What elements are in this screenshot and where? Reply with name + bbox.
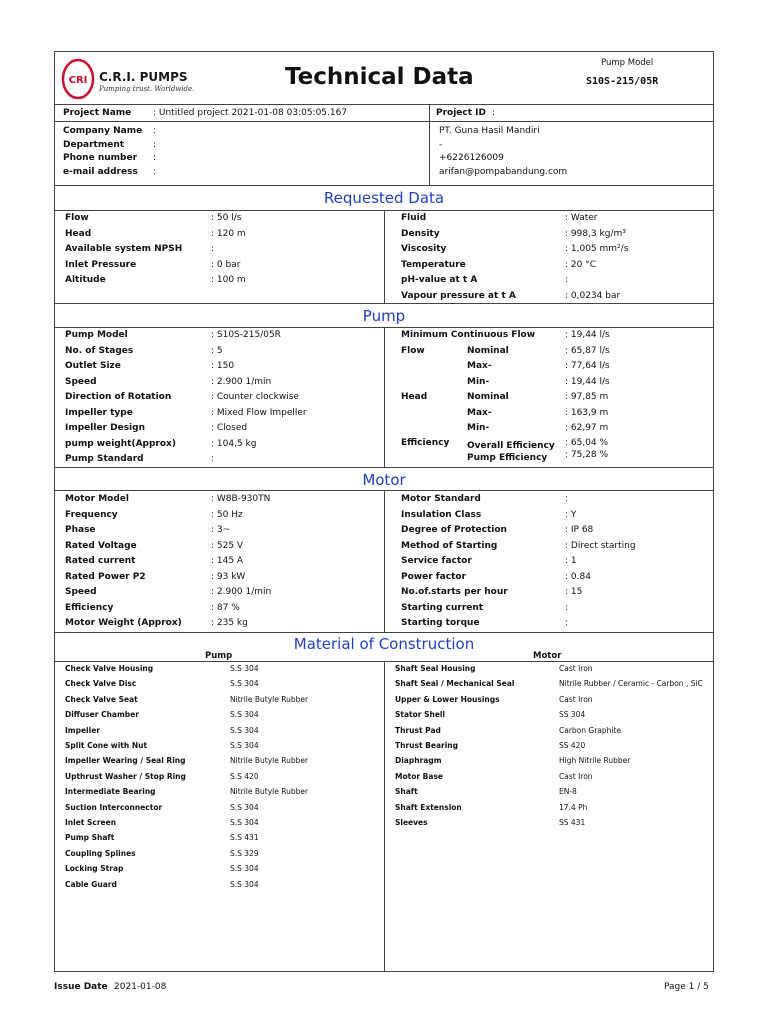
motor-value: : 3~: [211, 525, 231, 535]
requested-value: :: [565, 275, 569, 285]
head-value: : 163,9 m: [565, 407, 609, 418]
motor-label: Starting torque: [401, 618, 480, 628]
pump-value: : Closed: [211, 423, 248, 433]
contact-label: Department: [63, 139, 125, 150]
material-pump-value: Nitrile Butyle Rubber: [230, 787, 309, 797]
material-pump-value: S.S 420: [230, 771, 259, 781]
material-motor-value: Nitrile Rubber / Ceramic - Carbon , SiC: [559, 679, 703, 689]
project-name-value: : Untitled project 2021-01-08 03:05:05.167: [153, 108, 348, 118]
flow-sub-label: Nominal: [467, 345, 509, 356]
requested-value: : 0,0234 bar: [565, 290, 621, 301]
requested-label: Temperature: [401, 259, 466, 270]
pump-model-label: Pump Model: [601, 58, 654, 68]
motor-value: :: [565, 618, 569, 628]
head-sub-label: Min-: [467, 423, 490, 433]
material-section-title: Material of Construction: [293, 635, 475, 653]
pump-value: : 5: [211, 345, 223, 356]
issue-date-label: Issue Date: [54, 982, 108, 992]
cri-logo-icon: [61, 58, 95, 100]
requested-value: : 998,3 kg/m³: [565, 228, 626, 239]
material-pump-value: S.S 304: [230, 664, 259, 673]
pump-section-title: Pump: [362, 307, 406, 325]
material-pump-value: S.S 304: [230, 879, 259, 889]
material-motor-value: 17.4 Ph: [559, 802, 588, 812]
flow-group-label: Flow: [401, 345, 425, 356]
material-motor-value: SS 304: [559, 710, 586, 720]
page-number: Page 1 / 5: [664, 982, 709, 992]
motor-label: Phase: [65, 525, 96, 535]
efficiency-value: : 75,28 %: [565, 449, 609, 460]
requested-label: Flow: [65, 213, 89, 223]
motor-label: Motor Standard: [401, 494, 481, 504]
pump-value: : Mixed Flow Impeller: [211, 407, 307, 418]
material-pump-value: Nitrile Butyle Rubber: [230, 694, 309, 704]
motor-label: Starting current: [401, 602, 484, 613]
requested-label: Viscosity: [401, 244, 447, 254]
flow-value: : 65,87 l/s: [565, 345, 610, 356]
flow-sub-label: Max-: [467, 361, 492, 371]
material-pump-part: Inlet Screen: [65, 818, 117, 827]
material-pump-part: Impeller Wearing / Seal Ring: [65, 756, 186, 766]
requested-label: Vapour pressure at t A: [401, 290, 516, 301]
motor-label: Degree of Protection: [401, 525, 507, 535]
contact-colon: :: [153, 153, 157, 163]
motor-label: Frequency: [65, 509, 118, 520]
motor-value: : Y: [565, 509, 577, 520]
material-pump-part: Check Valve Housing: [65, 664, 154, 673]
motor-value: : 1: [565, 556, 577, 566]
head-value: : 62,97 m: [565, 423, 609, 433]
contact-colon: :: [153, 126, 157, 136]
requested-value: : 1,005 mm²/s: [565, 244, 629, 254]
material-pump-value: S.S 304: [230, 802, 259, 812]
material-pump-part: Check Valve Disc: [65, 679, 137, 689]
pump-label: Outlet Size: [65, 361, 121, 371]
motor-value: : 15: [565, 587, 583, 597]
contact-colon: :: [153, 139, 157, 150]
project-id-label: Project ID: [436, 108, 486, 118]
project-id-value: :: [492, 108, 496, 118]
motor-label: Power factor: [401, 571, 467, 582]
pump-value: : 2.900 1/min: [211, 376, 272, 387]
efficiency-value: : 65,04 %: [565, 438, 609, 448]
motor-label: Rated Power P2: [65, 571, 146, 582]
motor-value: : 87 %: [211, 602, 240, 613]
motor-label: Insulation Class: [401, 509, 482, 520]
material-pump-part: Suction Interconnector: [65, 802, 163, 812]
requested-value: : 0 bar: [211, 259, 241, 270]
material-pump-part: Locking Strap: [65, 864, 124, 874]
material-motor-part: Shaft Extension: [395, 802, 462, 812]
material-pump-part: Diffuser Chamber: [65, 710, 139, 720]
pump-value: : 150: [211, 361, 235, 371]
material-pump-value: S.S 304: [230, 710, 259, 720]
material-motor-part: Shaft Seal Housing: [395, 664, 476, 673]
material-motor-value: High Nitrile Rubber: [559, 756, 631, 766]
contact-value: +6226126009: [439, 153, 504, 163]
material-motor-part: Thrust Pad: [395, 725, 441, 735]
min-flow-label: Minimum Continuous Flow: [401, 330, 536, 340]
contact-label: Phone number: [63, 153, 138, 163]
material-pump-part: Split Cone with Nut: [65, 741, 148, 750]
motor-label: Method of Starting: [401, 540, 498, 551]
material-motor-part: Upper & Lower Housings: [395, 694, 500, 704]
pump-value: :: [211, 454, 215, 464]
motor-label: Motor Weight (Approx): [65, 618, 182, 628]
material-motor-list: [385, 661, 714, 861]
motor-value: : Direct starting: [565, 540, 636, 551]
material-pump-value: S.S 304: [230, 864, 259, 874]
material-pump-header: Pump: [205, 651, 233, 661]
material-motor-value: Carbon Graphite: [559, 725, 622, 735]
material-motor-value: Cast Iron: [559, 694, 593, 704]
min-flow-value: : 19,44 l/s: [565, 330, 610, 340]
flow-sub-label: Min-: [467, 376, 490, 387]
material-pump-part: Pump Shaft: [65, 833, 115, 843]
motor-value: : 93 kW: [211, 571, 246, 582]
requested-label: Available system NPSH: [65, 244, 183, 254]
pump-label: Pump Model: [65, 330, 128, 340]
head-value: : 97,85 m: [565, 392, 609, 402]
material-motor-part: Sleeves: [395, 818, 428, 827]
svg-text:CRI: CRI: [68, 75, 88, 86]
efficiency-group-label: Efficiency: [401, 438, 450, 448]
contact-value: arifan@pompabandung.com: [439, 166, 568, 177]
motor-section-title: Motor: [362, 471, 406, 489]
material-pump-part: Upthrust Washer / Stop Ring: [65, 771, 186, 781]
pump-label: Impeller Design: [65, 423, 145, 433]
material-motor-value: SS 431: [559, 818, 586, 827]
material-motor-part: Thrust Bearing: [395, 741, 458, 750]
pump-model-value: S10S-215/05R: [586, 76, 659, 87]
motor-label: No.of.starts per hour: [401, 587, 508, 597]
document-frame: [54, 51, 714, 972]
material-pump-value: S.S 304: [230, 818, 259, 827]
project-name-label: Project Name: [63, 108, 132, 118]
requested-value: : 20 °C: [565, 259, 596, 270]
pump-value: : Counter clockwise: [211, 392, 299, 402]
requested-label: pH-value at t A: [401, 275, 478, 285]
material-motor-part: Shaft: [395, 787, 418, 797]
material-motor-part: Diaphragm: [395, 756, 442, 766]
material-motor-header: Motor: [533, 651, 562, 661]
head-group-label: Head: [401, 392, 428, 402]
material-motor-value: EN-8: [559, 787, 577, 797]
material-pump-value: S.S 304: [230, 725, 259, 735]
requested-value: : 120 m: [211, 228, 246, 239]
material-pump-value: S.S 304: [230, 741, 259, 750]
head-sub-label: Max-: [467, 407, 492, 418]
contact-colon: :: [153, 166, 157, 177]
material-pump-value: S.S 329: [230, 848, 259, 858]
material-motor-value: Cast Iron: [559, 664, 593, 673]
contact-value: -: [439, 139, 443, 150]
motor-value: : 0.84: [565, 571, 591, 582]
pump-label: Direction of Rotation: [65, 392, 172, 402]
requested-label: Head: [65, 228, 92, 239]
material-pump-part: Coupling Splines: [65, 848, 136, 858]
motor-label: Service factor: [401, 556, 472, 566]
requested-value: : 50 l/s: [211, 213, 242, 223]
material-pump-part: Cable Guard: [65, 879, 117, 889]
motor-value: : 525 V: [211, 540, 244, 551]
requested-data-title: Requested Data: [323, 189, 445, 207]
motor-value: : 2.900 1/min: [211, 587, 272, 597]
material-pump-part: Impeller: [65, 725, 100, 735]
material-motor-part: Stator Shell: [395, 710, 446, 720]
motor-value: : 145 A: [211, 556, 244, 566]
material-pump-value: S.S 431: [230, 833, 259, 843]
flow-value: : 19,44 l/s: [565, 376, 610, 387]
material-motor-value: Cast Iron: [559, 771, 593, 781]
material-pump-part: Intermediate Bearing: [65, 787, 156, 797]
contact-value: PT. Guna Hasil Mandiri: [439, 126, 540, 136]
material-motor-part: Shaft Seal / Mechanical Seal: [395, 679, 515, 689]
requested-label: Density: [401, 228, 440, 239]
motor-label: Motor Model: [65, 494, 129, 504]
efficiency-sub-label: Overall Efficiency: [467, 441, 555, 451]
motor-value: :: [565, 602, 569, 613]
motor-value: : W8B-930TN: [211, 494, 271, 504]
motor-label: Rated current: [65, 556, 136, 566]
motor-label: Speed: [65, 587, 97, 597]
pump-label: pump weight(Approx): [65, 438, 176, 449]
flow-value: : 77,64 l/s: [565, 361, 610, 371]
pump-value: : 104,5 kg: [211, 438, 257, 449]
material-pump-value: Nitrile Butyle Rubber: [230, 756, 309, 766]
contact-label: e-mail address: [63, 166, 138, 177]
motor-value: :: [565, 494, 569, 504]
requested-value: :: [211, 244, 215, 254]
brand-name: C.R.I. PUMPS: [99, 70, 188, 84]
motor-value: : 50 Hz: [211, 509, 243, 520]
motor-value: : 235 kg: [211, 618, 248, 628]
motor-value: : IP 68: [565, 525, 594, 535]
material-motor-value: SS 420: [559, 741, 586, 750]
material-motor-part: Motor Base: [395, 771, 443, 781]
pump-label: No. of Stages: [65, 345, 134, 356]
material-pump-value: S.S 304: [230, 679, 259, 689]
pump-value: : S10S-215/05R: [211, 330, 281, 340]
pump-label: Impeller type: [65, 407, 133, 418]
company-logo: [61, 58, 95, 100]
requested-value: : Water: [565, 213, 598, 223]
efficiency-sub-label: Pump Efficiency: [467, 452, 548, 463]
motor-label: Rated Voltage: [65, 540, 137, 551]
head-sub-label: Nominal: [467, 392, 509, 402]
page-title: Technical Data: [285, 64, 474, 90]
requested-value: : 100 m: [211, 275, 246, 285]
pump-label: Pump Standard: [65, 454, 144, 464]
requested-label: Fluid: [401, 213, 427, 223]
motor-label: Efficiency: [65, 602, 114, 613]
requested-label: Altitude: [65, 275, 106, 285]
issue-date-value: 2021-01-08: [114, 982, 167, 992]
brand-tagline: Pumping trust. Worldwide.: [99, 85, 195, 93]
pump-label: Speed: [65, 376, 97, 387]
material-pump-part: Check Valve Seat: [65, 694, 138, 704]
requested-label: Inlet Pressure: [65, 259, 137, 270]
contact-label: Company Name: [63, 126, 143, 136]
